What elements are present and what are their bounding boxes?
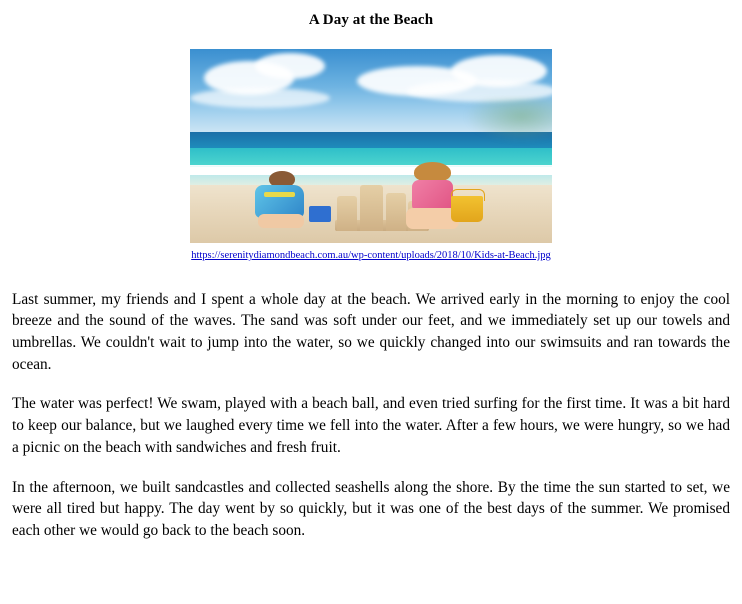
paragraph: In the afternoon, we built sandcastles and collected seashells along the shore. By the time the sun started to set, we were all tired but happy. The day went by so quickly, but it was one of the best days of the summer. We promised each other we would go back to the beach soon. <box>12 478 730 540</box>
figure <box>190 49 552 263</box>
cloud-icon <box>255 53 325 79</box>
palm-foliage <box>465 99 552 142</box>
paragraph: Last summer, my friends and I spent a whole day at the beach. We arrived early in the morning to enjoy the cool breeze and the sound of the waves. The sand was soft under our feet, and we immediately set up our towels and umbrellas. We couldn't wait to jump into the water, so we quickly changed into our swimsuits and ran towards the ocean. <box>12 290 730 373</box>
page-title: A Day at the Beach <box>308 12 434 28</box>
boy-figure <box>252 171 314 229</box>
paragraph: The water was perfect! We swam, played with a beach ball, and even tried surfing for the first time. It was a bit hard to keep our balance, but we laughed every time we fell into the water. After a few hours, we were hungry, so we had a picnic on the beach with sandwiches and fresh fruit. <box>12 395 730 456</box>
boy-legs <box>258 214 305 228</box>
blue-cup <box>309 206 331 222</box>
kids-at-beach-photo <box>190 49 552 243</box>
boy-shirt <box>255 185 304 218</box>
cloud-icon <box>190 88 330 108</box>
beach-illustration <box>190 49 552 243</box>
sandcastle-tower <box>337 196 358 231</box>
sandcastle-tower <box>360 185 383 231</box>
body-text <box>12 289 730 542</box>
girl-hair <box>414 162 450 183</box>
yellow-bucket <box>451 196 484 221</box>
boy-shirt-stripe <box>264 192 295 197</box>
image-source-link[interactable]: https://serenitydiamondbeach.com.au/wp-content/uploads/2018/10/Kids-at-Beach.jpg <box>191 250 551 261</box>
